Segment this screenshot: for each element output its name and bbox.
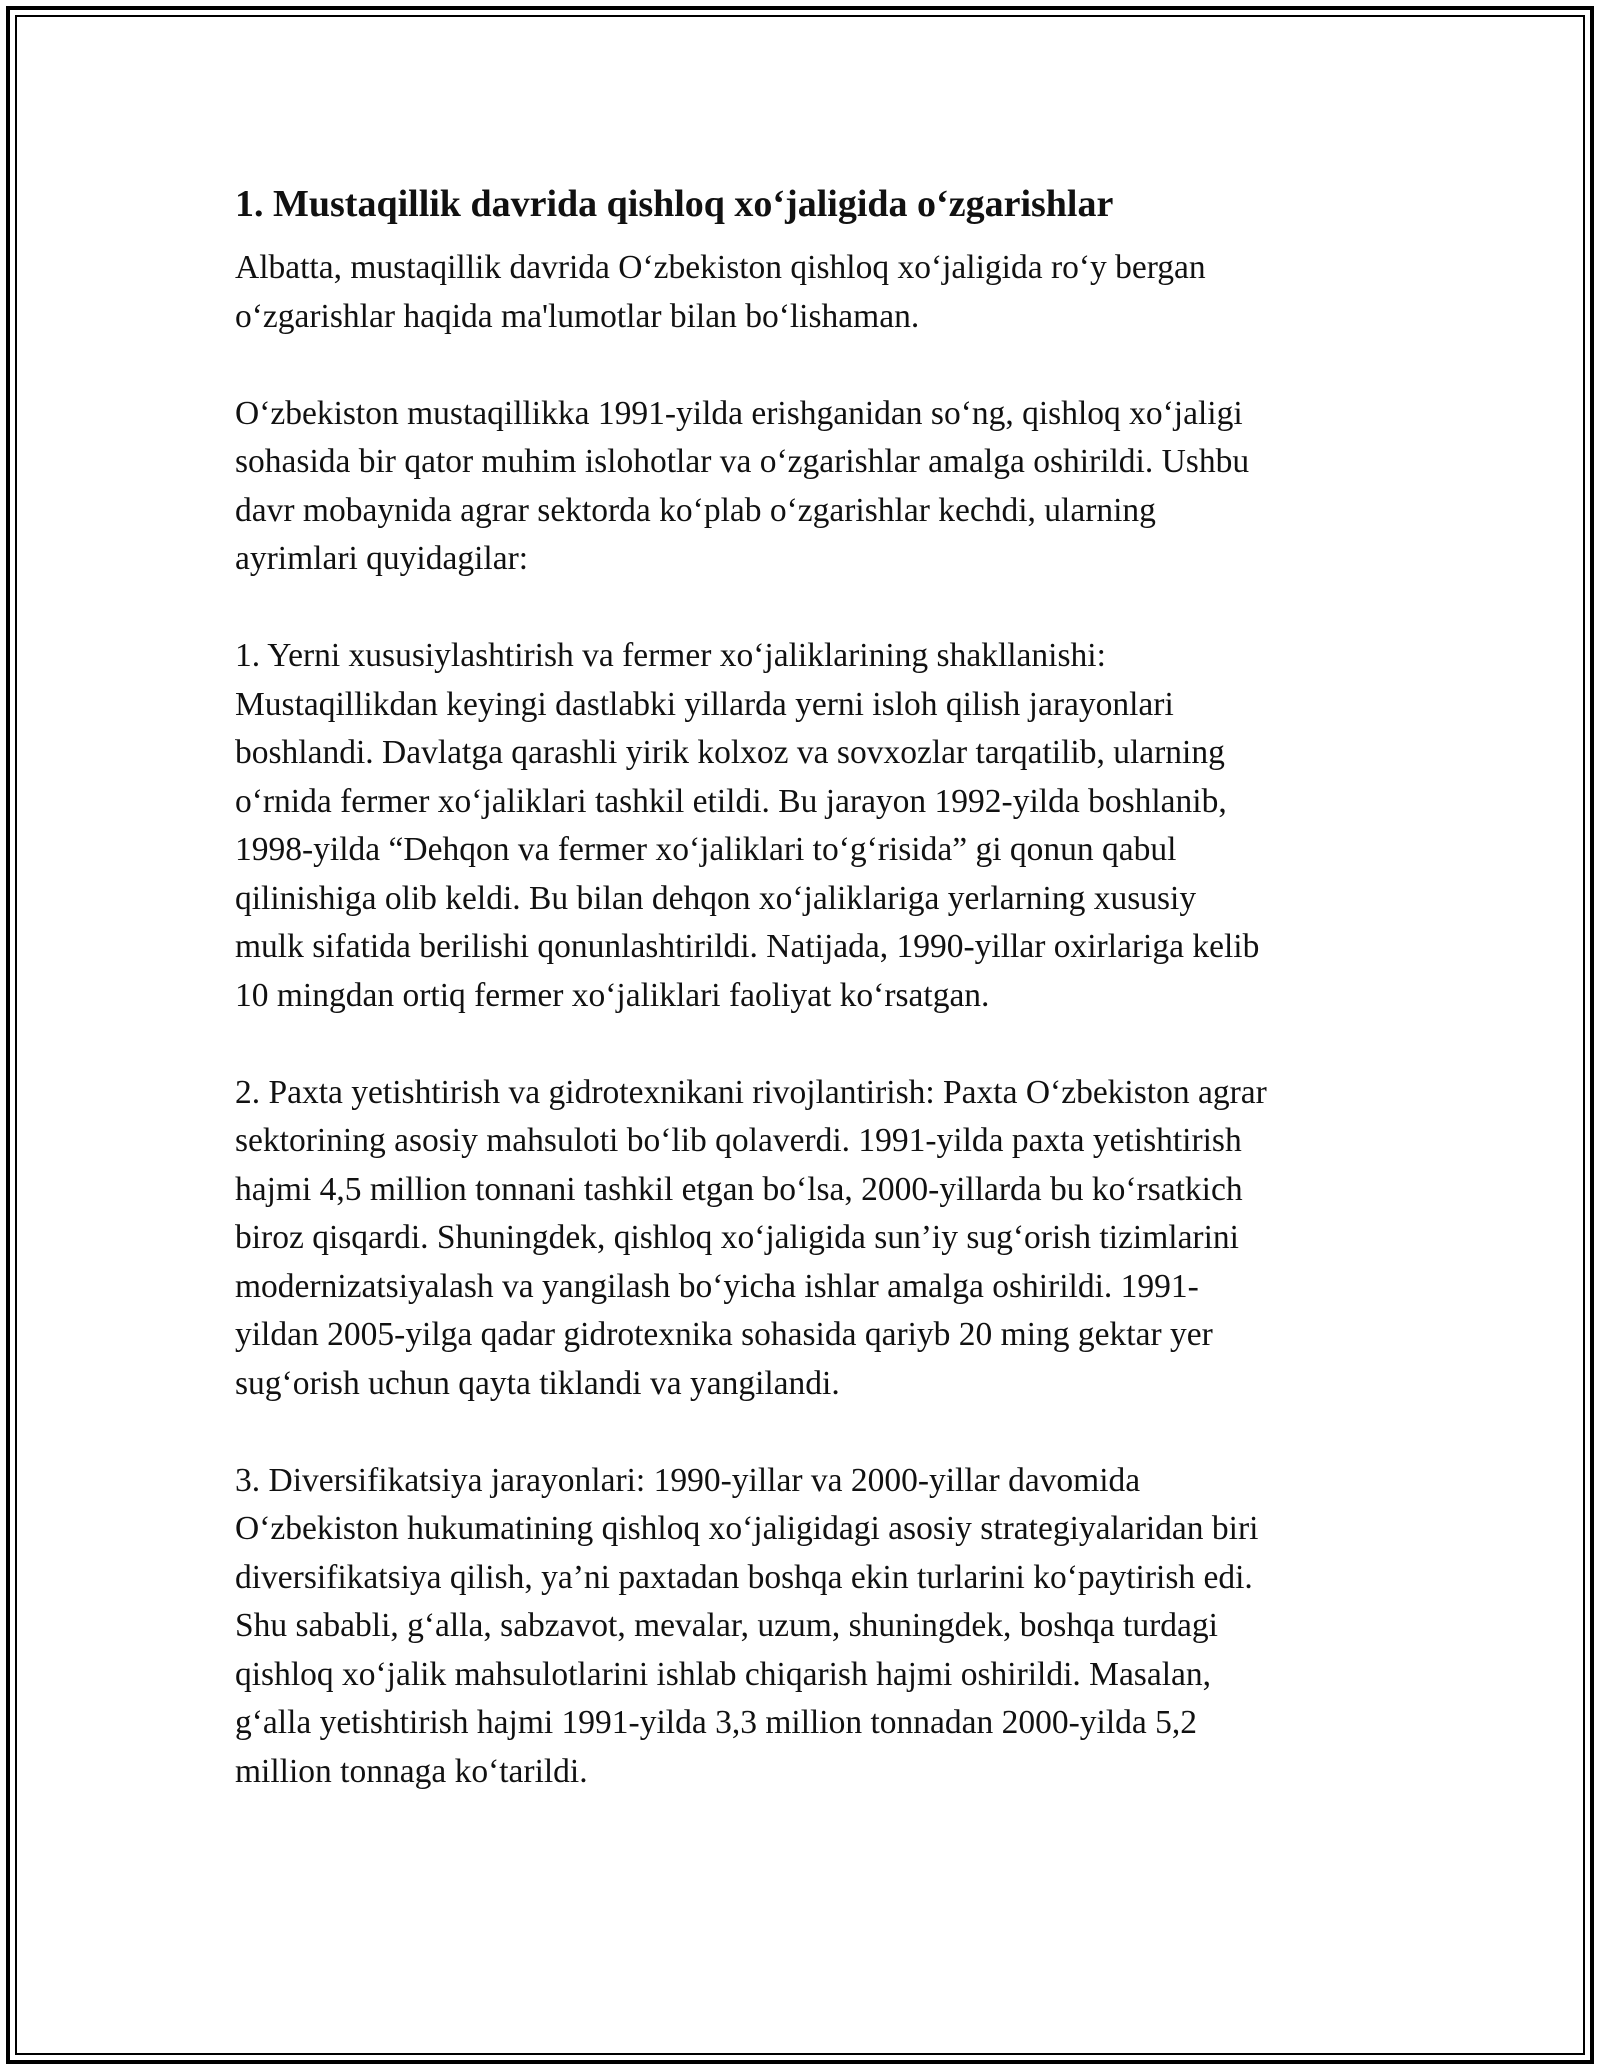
document-title: 1. Mustaqillik davrida qishloq xo‘jaligida o‘zgarishlar <box>235 183 1114 225</box>
paragraph-land-privatization: 1. Yerni xususiylashtirish va fermer xo‘jaliklarining shakllanishi: Mustaqillikdan keyingi dastlabki yillarda yerni isloh qilish jarayonlari boshlandi. Davlatga qarashli yirik kolxoz va sovxozlar tarqatilib, ularning o‘rnida fermer xo‘jaliklari tashkil etildi. Bu jarayon 1992-yilda boshlanib, 1998-yilda “Dehqon va fermer xo‘jaliklari to‘g‘risida” gi qonun qabul qilinishiga olib keldi. Bu bilan dehqon xo‘jaliklariga yerlarning xususiy mulk sifatida berilishi qonunlashtirildi. Natijada, 1990-yillar oxirlariga kelib 10 mingdan ortiq fermer xo‘jaliklari faoliyat ko‘rsatgan. <box>235 637 1260 1014</box>
document-body <box>235 178 1375 1845</box>
paragraph-overview: O‘zbekiston mustaqillikka 1991-yilda erishganidan so‘ng, qishloq xo‘jaligi sohasida bir qator muhim islohotlar va o‘zgarishlar amalga oshirildi. Ushbu davr mobaynida agrar sektorda ko‘plab o‘zgarishlar kechdi, ularning ayrimlari quyidagilar: <box>235 394 1250 577</box>
paragraph-cotton-irrigation: 2. Paxta yetishtirish va gidrotexnikani rivojlantirish: Paxta O‘zbekiston agrar sektorining asosiy mahsuloti bo‘lib qolaverdi. 1991-yilda paxta yetishtirish hajmi 4,5 million tonnani tashkil etgan bo‘lsa, 2000-yillarda bu ko‘rsatkich biroz qisqardi. Shuningdek, qishloq xo‘jaligida sun’iy sug‘orish tizimlarini modernizatsiyalash va yangilash bo‘yicha ishlar amalga oshirildi. 1991- yildan 2005-yilga qadar gidrotexnika sohasida qariyb 20 ming gektar yer sug‘orish uchun qayta tiklandi va yangilandi. <box>235 1073 1267 1402</box>
paragraph-diversification: 3. Diversifikatsiya jarayonlari: 1990-yillar va 2000-yillar davomida O‘zbekiston hukumatining qishloq xo‘jaligidagi asosiy strategiyalaridan biri diversifikatsiya qilish, ya’ni paxtadan boshqa ekin turlarini ko‘paytirish edi. Shu sababli, g‘alla, sabzavot, mevalar, uzum, shuningdek, boshqa turdagi qishloq xo‘jalik mahsulotlarini ishlab chiqarish hajmi oshirildi. Masalan, g‘alla yetishtirish hajmi 1991-yilda 3,3 million tonnadan 2000-yilda 5,2 million tonnaga ko‘tarildi. <box>235 1461 1259 1790</box>
paragraph-intro: Albatta, mustaqillik davrida O‘zbekiston qishloq xo‘jaligida ro‘y bergan o‘zgarishlar haqida ma'lumotlar bilan bo‘lishaman. <box>235 249 1206 335</box>
